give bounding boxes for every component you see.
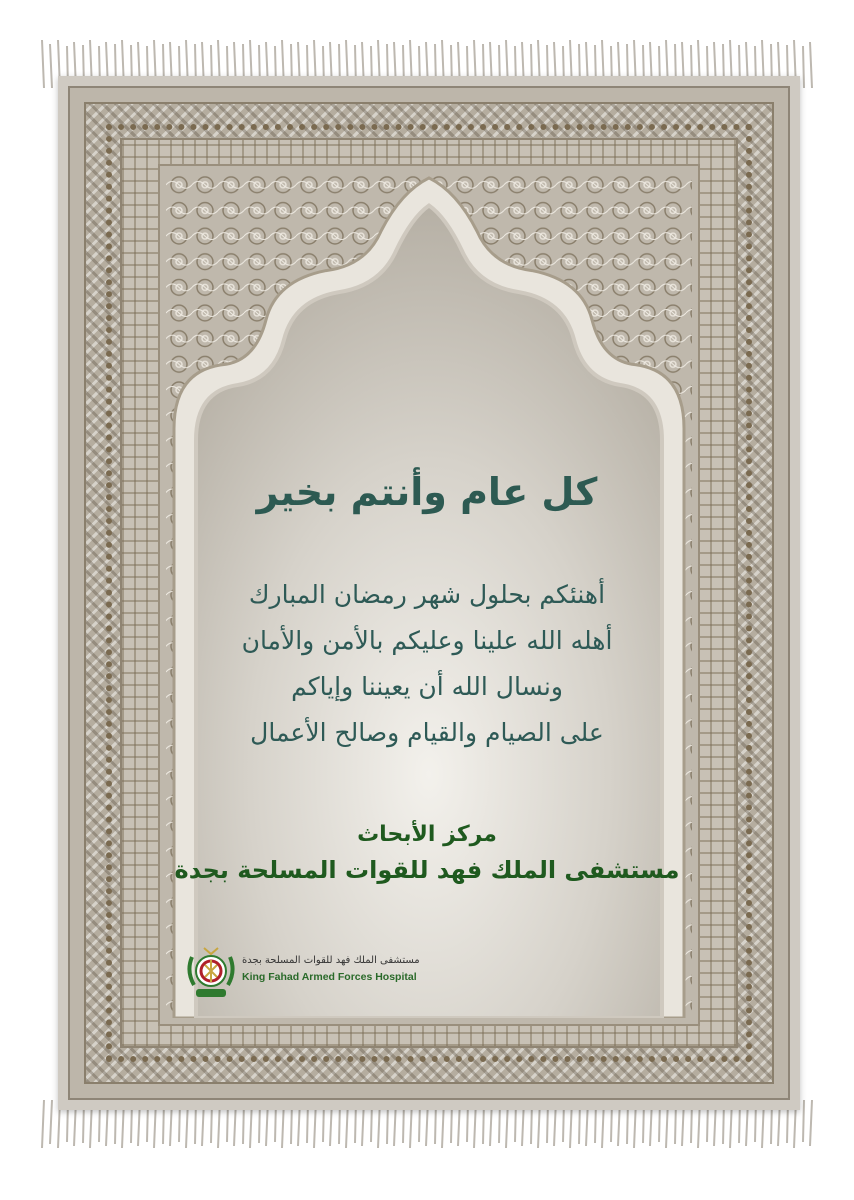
- message-line: أهنئكم بحلول شهر رمضان المبارك: [248, 580, 606, 609]
- mihrab-arch: [166, 172, 692, 1018]
- hospital-name: مستشفى الملك فهد للقوات المسلحة بجدة: [174, 856, 680, 884]
- message-line: ونسال الله أن يعيننا وإياكم: [291, 672, 563, 701]
- message-line: على الصيام والقيام وصالح الأعمال: [250, 718, 604, 747]
- greeting-title: كل عام وأنتم بخير: [256, 470, 598, 514]
- message-line: أهله الله علينا وعليكم بالأمن والأمان: [241, 626, 613, 655]
- research-center-name: مركز الأبحاث: [357, 822, 497, 847]
- hospital-logo: [184, 945, 444, 1005]
- hospital-emblem-icon: [184, 945, 238, 1003]
- logo-english-name: King Fahad Armed Forces Hospital: [242, 971, 417, 983]
- logo-arabic-name: مستشفى الملك فهد للقوات المسلحة بجدة: [242, 955, 420, 966]
